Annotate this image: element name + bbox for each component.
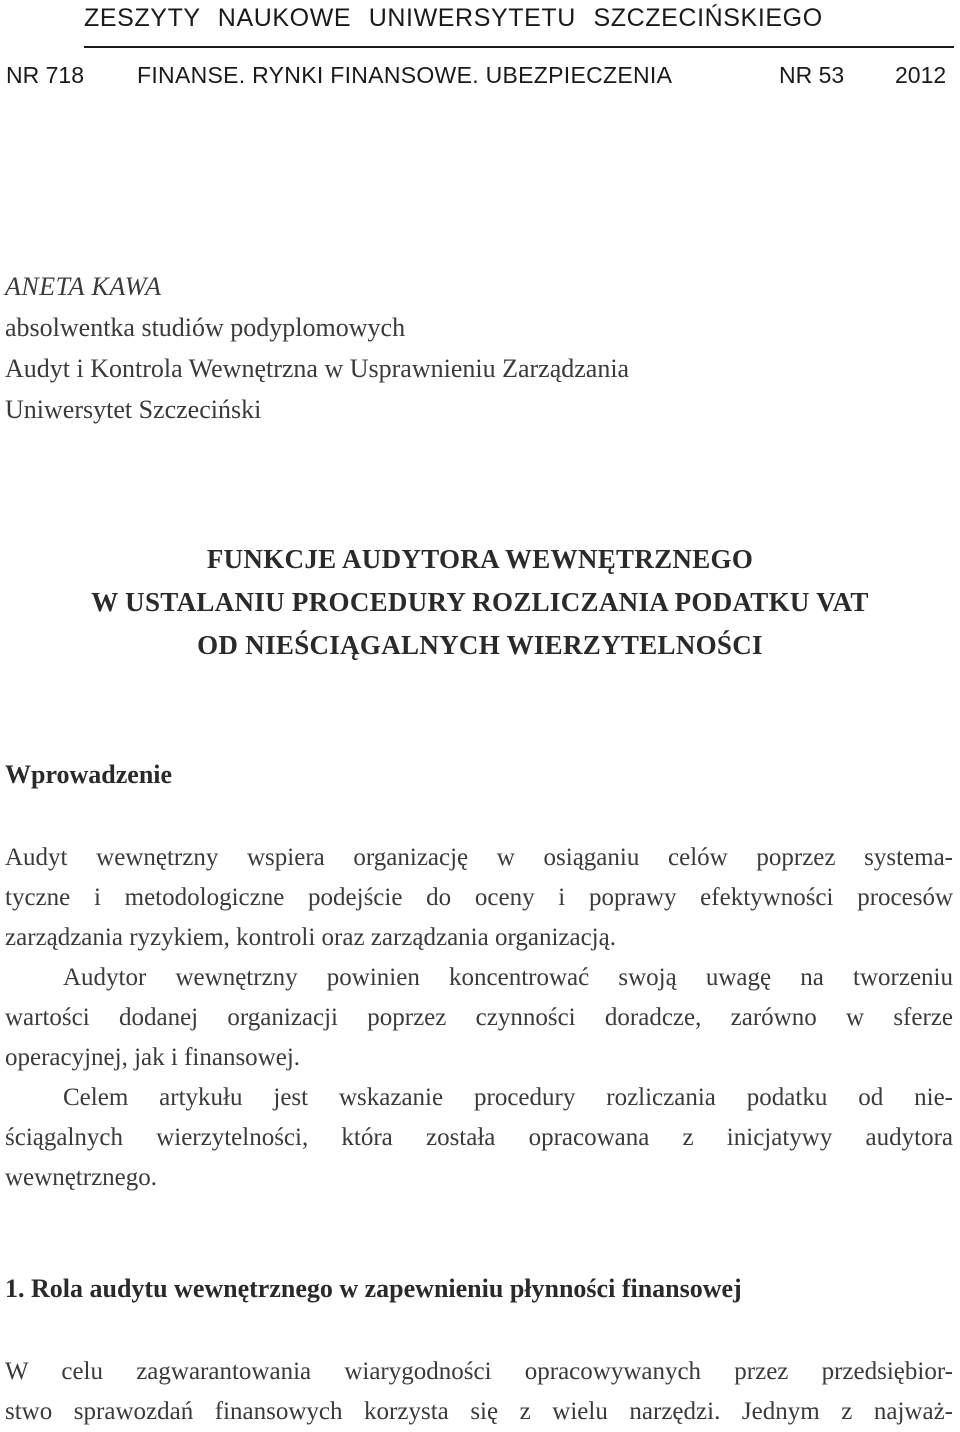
text-line: Audytor wewnętrzny powinien koncentrować swoją uwagę na tworzeniu [63, 964, 953, 991]
text-line: tyczne i metodologiczne podejście do oceny i poprawy efektywności procesów [5, 884, 953, 911]
introduction-paragraph [5, 838, 953, 958]
journal-series: FINANSE. RYNKI FINANSOWE. UBEZPIECZENIA [137, 62, 673, 88]
text-line: Celem artykułu jest wskazanie procedury rozliczania podatku od nie- [63, 1084, 953, 1111]
header-divider [84, 46, 954, 48]
introduction-paragraph [5, 958, 953, 1078]
journal-issue: NR 53 [779, 62, 845, 88]
journal-year: 2012 [895, 62, 947, 88]
text-line: W celu zagwarantowania wiarygodności opracowywanych przez przedsiębior- [5, 1358, 953, 1385]
text-line: wartości dodanej organizacji poprzez czynności doradcze, zarówno w sferze [5, 1004, 953, 1031]
author-name: ANETA KAWA [5, 272, 162, 301]
text-line: zarządzania ryzykiem, kontroli oraz zarządzania organizacją. [5, 924, 616, 951]
text-line: Audyt wewnętrzny wspiera organizację w osiąganiu celów poprzez systema- [5, 844, 953, 871]
section-1-heading: 1. Rola audytu wewnętrznego w zapewnieniu płynności finansowej [5, 1274, 742, 1303]
text-line: ściągalnych wierzytelności, która została opracowana z inicjatywy audytora [5, 1124, 953, 1151]
text-line: stwo sprawozdań finansowych korzysta się z wielu narzędzi. Jednym z najważ- [5, 1398, 953, 1425]
text-line: operacyjnej, jak i finansowej. [5, 1044, 301, 1071]
journal-title: ZESZYTY NAUKOWE UNIWERSYTETU SZCZECIŃSKIEGO [84, 4, 823, 32]
introduction-heading: Wprowadzenie [5, 760, 173, 789]
text-line: wewnętrznego. [5, 1164, 158, 1191]
journal-number: NR 718 [6, 62, 84, 88]
introduction-paragraph [5, 1078, 953, 1198]
author-affiliation-line: absolwentka studiów podyplomowych [5, 313, 406, 342]
article-title-line: OD NIEŚCIĄGALNYCH WIERZYTELNOŚCI [197, 630, 763, 660]
author-affiliation-line: Uniwersytet Szczeciński [5, 395, 262, 424]
article-title-line: FUNKCJE AUDYTORA WEWNĘTRZNEGO [206, 544, 754, 574]
article-title-line: W USTALANIU PROCEDURY ROZLICZANIA PODATKU VAT [91, 587, 869, 617]
journal-issue-row [0, 62, 960, 94]
article-title [0, 538, 960, 667]
author-affiliation-line: Audyt i Kontrola Wewnętrzna w Usprawnieniu Zarządzania [5, 354, 630, 383]
author-block [5, 266, 629, 430]
section-1-paragraph [5, 1352, 953, 1432]
